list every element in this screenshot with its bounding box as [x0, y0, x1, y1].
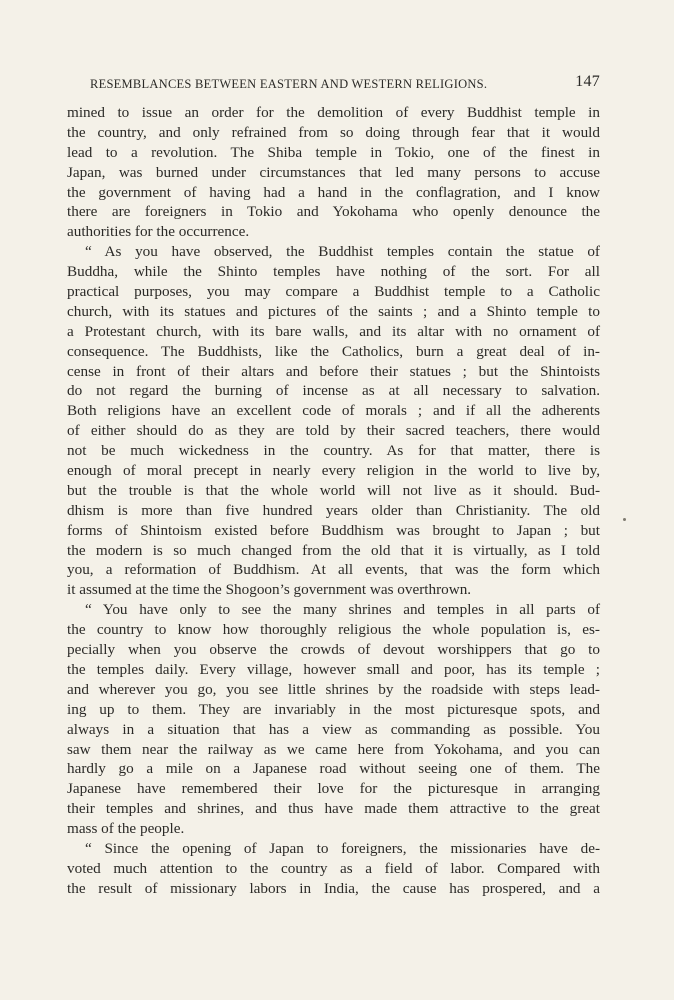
text-line: you, a reformation of Buddhism. At all events, that was the form which	[67, 561, 600, 579]
text-line: there are foreigners in Tokio and Yokohama who openly denounce the	[67, 203, 600, 221]
text-line: it assumed at the time the Shogoon’s government was overthrown.	[67, 581, 472, 599]
text-line: the government of having had a hand in the conflagration, and I know	[67, 183, 600, 201]
text-line: the result of missionary labors in India, the cause has prospered, and a	[67, 879, 600, 897]
text-line: but the trouble is that the whole world will not live as it should. Bud-	[67, 481, 600, 499]
text-line: authorities for the occurrence.	[67, 223, 250, 241]
text-line: of either should do as they are told by their sacred teachers, there would	[67, 422, 600, 440]
text-line: always in a situation that has a view as commanding as possible. You	[67, 720, 600, 738]
text-line: hardly go a mile on a Japanese road without seeing one of them. The	[67, 760, 600, 778]
text-line: and wherever you go, you see little shrines by the roadside with steps lead-	[67, 680, 600, 698]
text-line: church, with its statues and pictures of the saints ; and a Shinto temple to	[67, 302, 600, 320]
text-line: “ You have only to see the many shrines and temples in all parts of	[85, 601, 600, 619]
text-line: Both religions have an excellent code of morals ; and if all the adherents	[67, 402, 600, 420]
text-line: “ As you have observed, the Buddhist temples contain the statue of	[85, 243, 600, 261]
text-line: “ Since the opening of Japan to foreigners, the missionaries have de-	[85, 839, 600, 857]
page-number: 147	[575, 73, 600, 90]
text-line: practical purposes, you may compare a Buddhist temple to a Catholic	[67, 283, 600, 301]
text-line: Japanese have remembered their love for the picturesque in arranging	[67, 780, 600, 798]
body-text	[67, 103, 600, 899]
text-line: cense in front of their altars and before their statues ; but the Shintoists	[67, 362, 600, 380]
text-line: lead to a revolution. The Shiba temple in Tokio, one of the finest in	[67, 143, 600, 161]
text-line: the modern is so much changed from the old that it is virtually, as I told	[67, 541, 600, 559]
text-line: Japan, was burned under circumstances that led many persons to accuse	[67, 163, 600, 181]
text-line: pecially when you observe the crowds of devout worshippers that go to	[67, 641, 600, 659]
text-line: the country, and only refrained from so doing through fear that it would	[67, 123, 600, 141]
text-line: the temples daily. Every village, however small and poor, has its temple ;	[67, 660, 600, 678]
running-head-title: RESEMBLANCES BETWEEN EASTERN AND WESTERN RELIGIONS.	[90, 77, 488, 91]
text-line: a Protestant church, with its bare walls, and its altar with no ornament of	[67, 322, 600, 340]
text-line: mined to issue an order for the demolition of every Buddhist temple in	[67, 104, 600, 121]
text-line: do not regard the burning of incense as at all necessary to salvation.	[67, 382, 600, 400]
running-head	[90, 73, 600, 95]
text-line: voted much attention to the country as a field of labor. Compared with	[67, 859, 600, 877]
text-line: their temples and shrines, and thus have made them attractive to the great	[67, 800, 600, 818]
text-line: Buddha, while the Shinto temples have nothing of the sort. For all	[67, 263, 600, 281]
text-line: dhism is more than five hundred years older than Christianity. The old	[67, 501, 600, 519]
text-line: consequence. The Buddhists, like the Catholics, burn a great deal of in-	[67, 342, 600, 360]
text-line: the country to know how thoroughly religious the whole population is, es-	[67, 621, 600, 639]
text-line: not be much wickedness in the country. As for that matter, there is	[67, 442, 600, 460]
text-line: enough of moral precept in nearly every religion in the world to live by,	[67, 462, 600, 480]
text-line: saw them near the railway as we came here from Yokohama, and you can	[67, 740, 600, 758]
text-line: ing up to them. They are invariably in the most picturesque spots, and	[67, 700, 600, 718]
text-line: forms of Shintoism existed before Buddhism was brought to Japan ; but	[67, 521, 600, 539]
margin-speck	[623, 518, 626, 521]
text-line: mass of the people.	[67, 820, 185, 838]
